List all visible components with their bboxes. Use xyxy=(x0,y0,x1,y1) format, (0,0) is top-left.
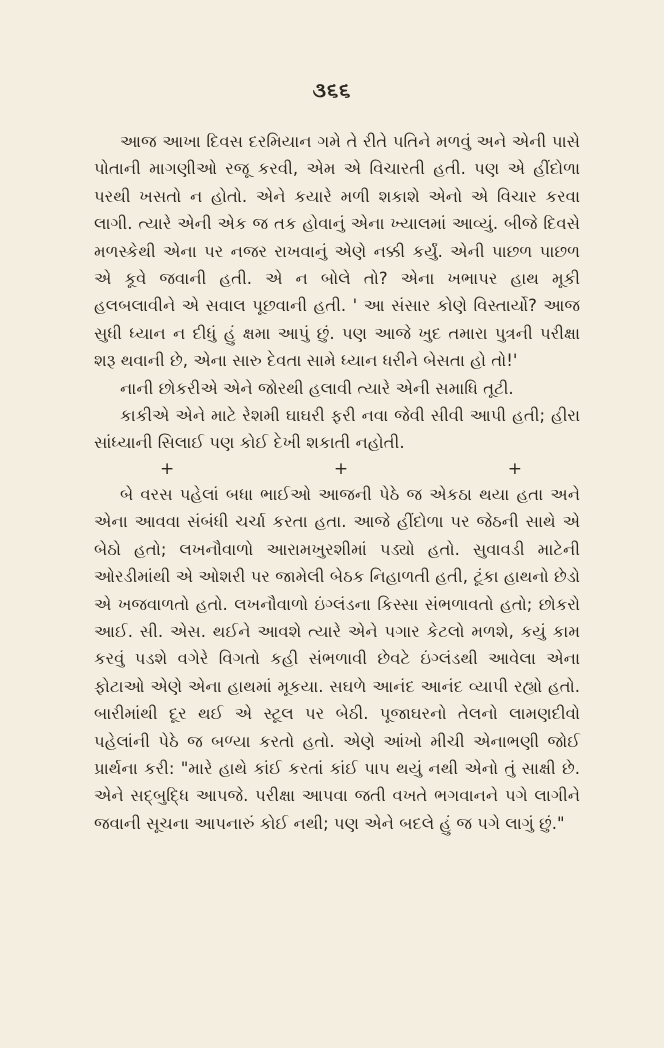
paragraph-4: બે વરસ પહેલાં બધા ભાઈઓ આજની પેઠે જ એકઠા થયા હતા અને એના આવવા સંબંધી ચર્ચા કરતા હતા. આજે હીંદોળા પર જેઠની સાથે એ બેઠો હતો; લખનૌવાળો આરામખુરશીમાં પડ્યો હતો. સુવાવડી માટેની ઓરડીમાંથી એ ઓશરી પર જામેલી બેઠક નિહાળતી હતી, ટૂંકા હાથનો છેડો એ ખજવાળતો હતો. લખનૌવાળો ઇંગ્લંડના કિસ્સા સંભળાવતો હતો; છોકરો આઈ. સી. એસ. થઈને આવશે ત્યારે એને પગાર કેટલો મળશે, કયું કામ કરવું પડશે વગેરે વિગતો કહી સંભળાવી છેવટે ઇંગ્લંડથી આવેલા એના ફોટાઓ એણે એના હાથમાં મૂકયા. સઘળે આનંદ આનંદ વ્યાપી રહ્યો હતો. બારીમાંથી દૂર થઈ એ સ્ટૂલ પર બેઠી. પૂજાઘરનો તેલનો લામણદીવો પહેલાંની પેઠે જ બળ્યા કરતો હતો. એણે આંખો મીચી એનાભણી જોઈ પ્રાર્થના કરી: "મારે હાથે કાંઈ કરતાં કાંઈ પાપ થયું નથી એનો તું સાક્ષી છે. એને સદ્બુદ્ધિ આપજે. પરીક્ષા આપવા જતી વખતે ભગવાનને પગે લાગીને જવાની સૂચના આપનારું કોઈ નથી; પણ એને બદલે હું જ પગે લાગું છું." xyxy=(94,484,580,833)
paragraph-3: કાકીએ એને માટે રેશમી ઘાઘરી ફરી નવા જેવી સીવી આપી હતી; હીરા સાંધ્યાની સિલાઈ પણ કોઈ દેખી શકાતી નહોતી. xyxy=(94,406,580,453)
paragraph-2: નાની છોકરીએ એને જોરથી હલાવી ત્યારે એની સમાધિ તૂટી. xyxy=(120,378,514,398)
divider-mark: + xyxy=(333,458,349,479)
body-text xyxy=(94,128,580,837)
page-number: ૩૬૬ xyxy=(312,78,352,102)
divider-mark: + xyxy=(160,458,175,479)
section-divider xyxy=(94,457,580,481)
paragraph-1: આજ આખા દિવસ દરમિયાન ગમે તે રીતે પતિને મળવું અને એની પાસે પોતાની માગણીઓ રજૂ કરવી, એમ એ વિચારતી હતી. પણ એ હીંદોળા પરથી ખસતો ન હોતો. એને કયારે મળી શકાશે એનો એ વિચાર કરવા લાગી. ત્યારે એની એક જ તક હોવાનું એના ખ્યાલમાં આવ્યું. બીજે દિવસે મળસ્કેથી એના પર નજર રાખવાનું એણે નક્કી કર્યું. એની પાછળ પાછળ એ કૂવે જવાની હતી. એ ન બોલે તો? એના ખભાપર હાથ મૂકી હલબલાવીને એ સવાલ પૂછવાની હતી. ' આ સંસાર કોણે વિસ્તાર્યો? આજ સુધી ધ્યાન ન દીધું હું ક્ષમા આપું છું. પણ આજે ખુદ તમારા પુત્રની પરીક્ષા શરૂ થવાની છે, એના સારુ દેવતા સામે ધ્યાન ધરીને બેસતા હો તો!' xyxy=(94,132,580,371)
divider-mark: + xyxy=(507,458,522,479)
